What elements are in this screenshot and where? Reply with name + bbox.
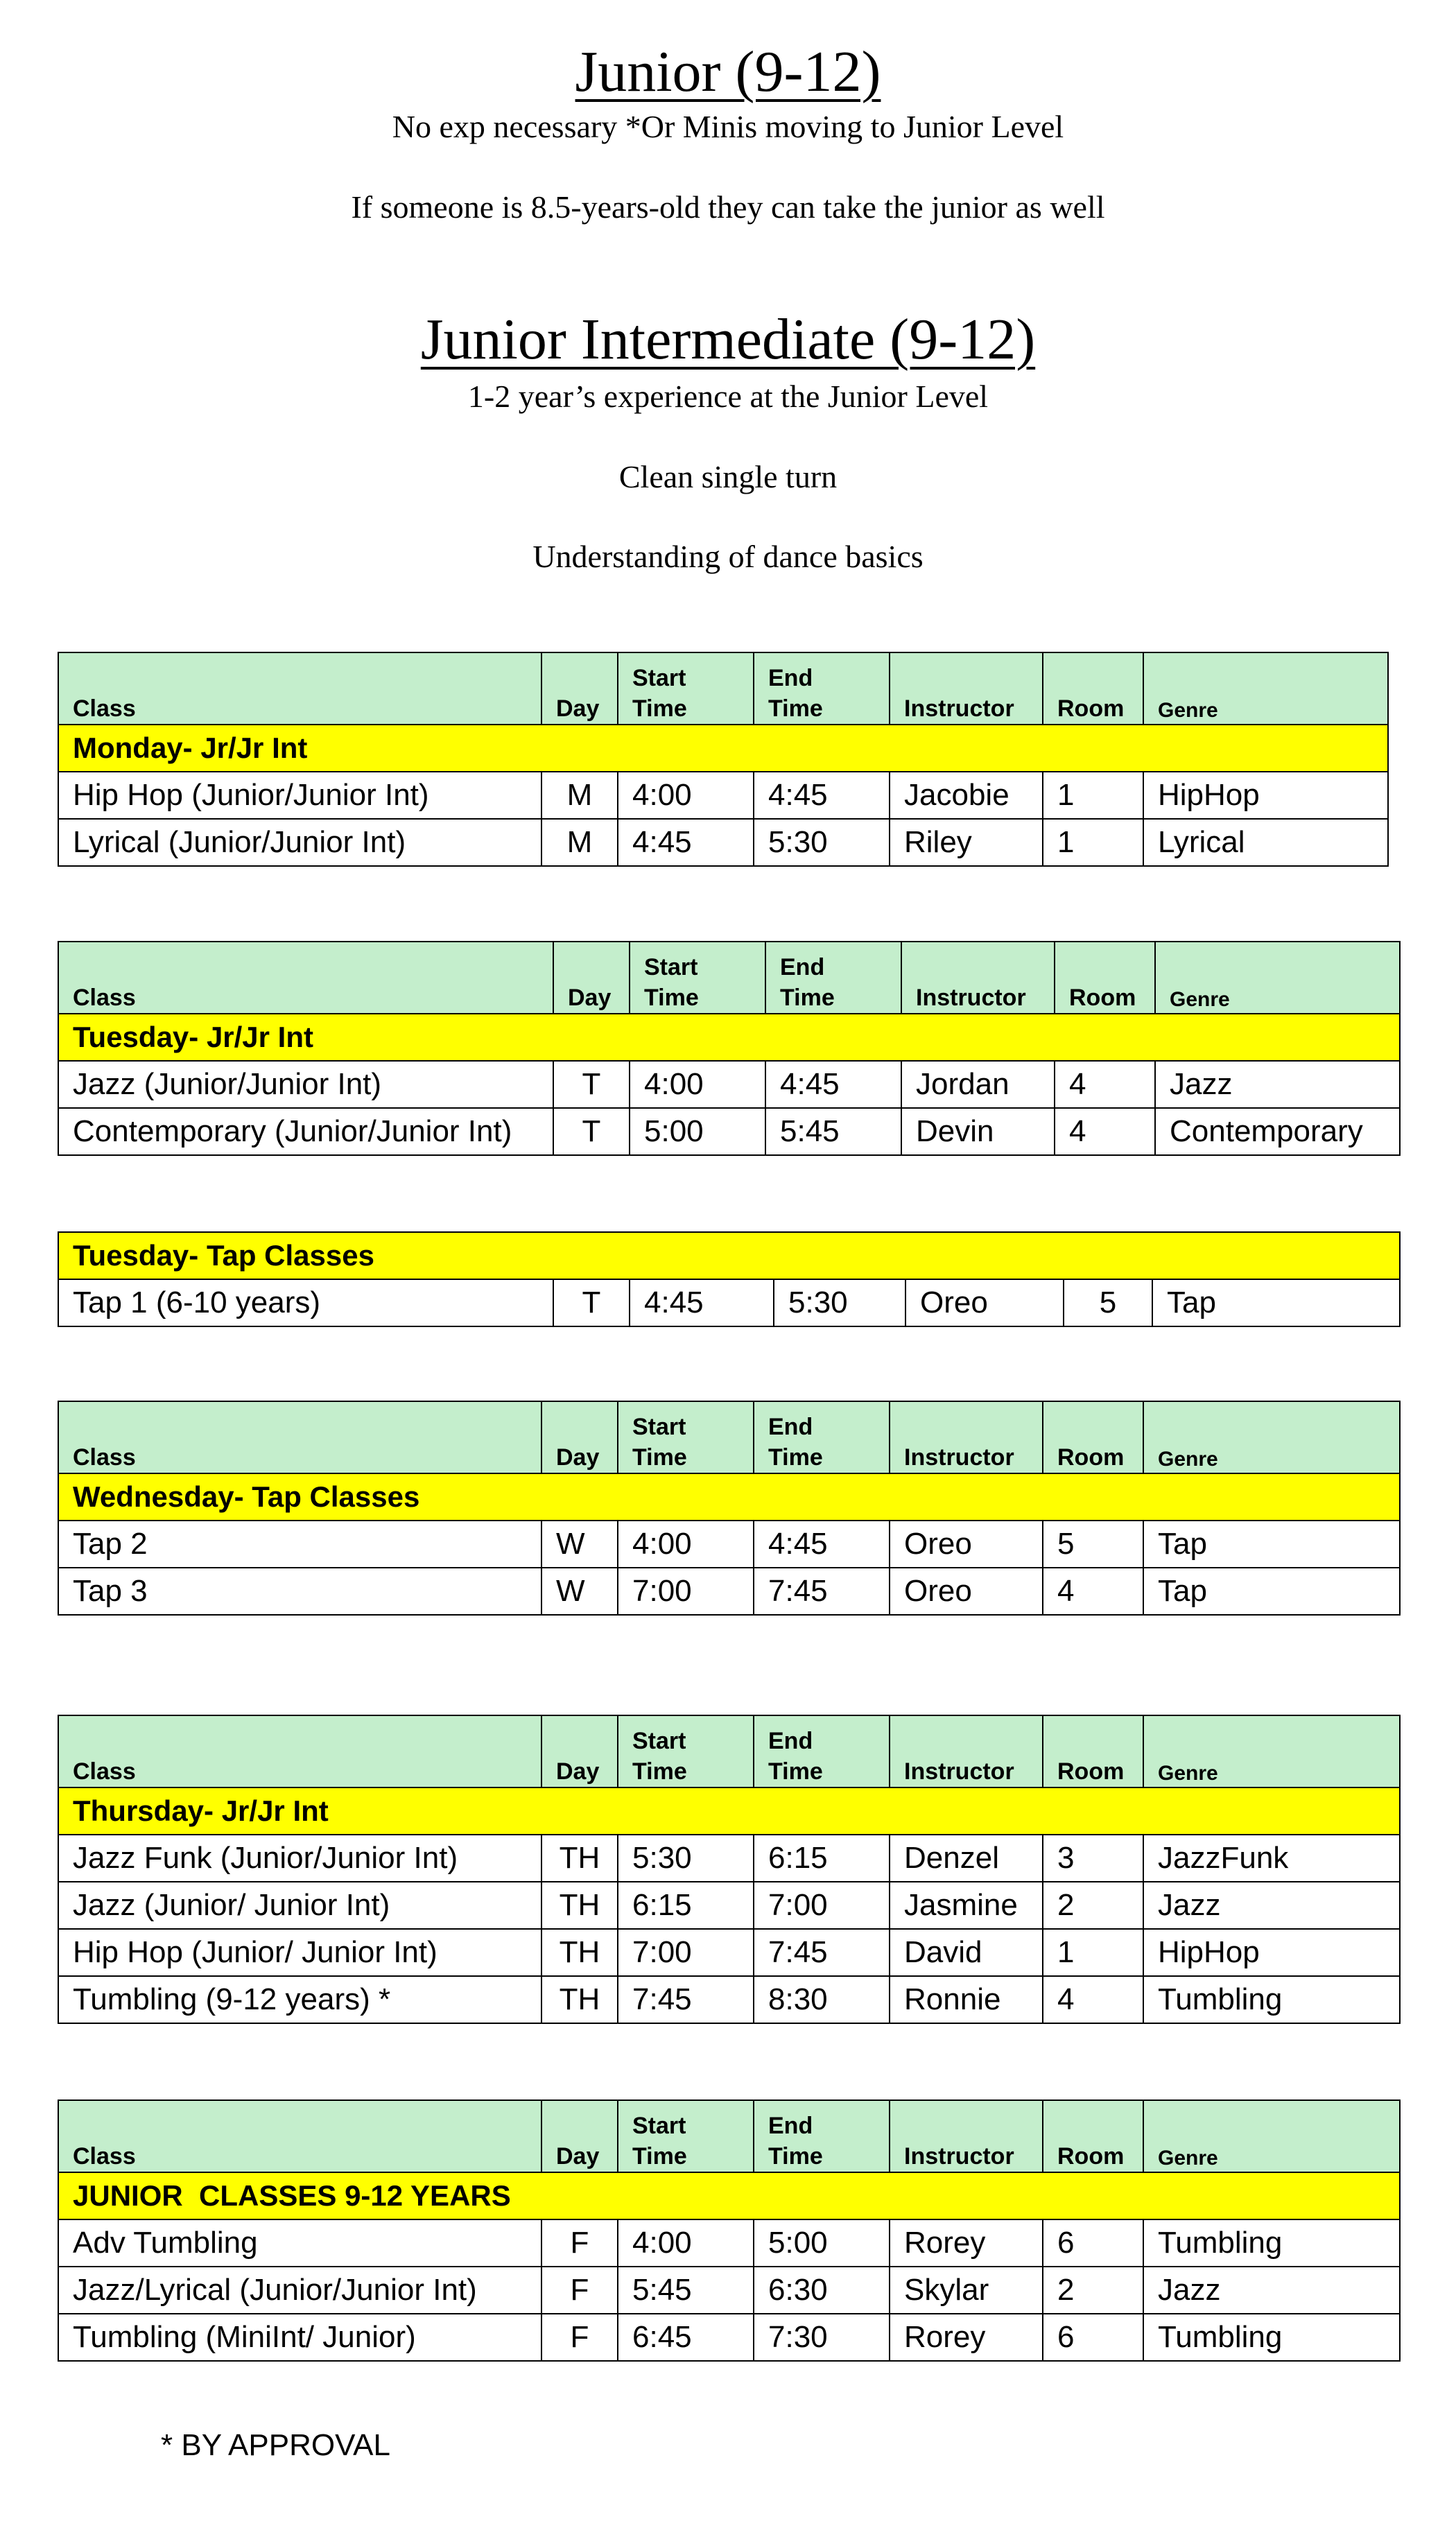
day-cell: F — [541, 2219, 618, 2267]
junior-title: Junior (9-12) — [575, 40, 881, 104]
table-row — [58, 1521, 1400, 1568]
genre-cell: Tumbling — [1143, 2219, 1400, 2267]
start-time-cell: 7:45 — [618, 1976, 754, 2023]
table-row — [58, 772, 1388, 819]
col-header-genre: Genre — [1143, 2100, 1400, 2172]
instructor-cell: Jordan — [901, 1061, 1055, 1108]
start-time-cell: 4:00 — [618, 1521, 754, 1568]
col-header-genre: Genre — [1143, 1715, 1400, 1787]
start-time-cell: 4:45 — [630, 1279, 774, 1326]
class-cell: Adv Tumbling — [58, 2219, 541, 2267]
instructor-cell: Denzel — [890, 1835, 1043, 1882]
genre-cell: HipHop — [1143, 772, 1388, 819]
class-cell: Jazz/Lyrical (Junior/Junior Int) — [58, 2267, 541, 2314]
junior-intermediate-title: Junior Intermediate (9-12) — [420, 307, 1036, 372]
table-row — [58, 1929, 1400, 1976]
col-header-class: Class — [58, 2100, 541, 2172]
instructor-cell: Skylar — [890, 2267, 1043, 2314]
room-cell: 4 — [1043, 1568, 1143, 1615]
col-header-end-time: End Time — [754, 1715, 890, 1787]
class-cell: Jazz (Junior/ Junior Int) — [58, 1882, 541, 1929]
genre-cell: Tumbling — [1143, 1976, 1400, 2023]
class-cell: Tap 2 — [58, 1521, 541, 1568]
junior-classes-table — [58, 2100, 1401, 2362]
start-time-cell: 7:00 — [618, 1568, 754, 1615]
room-cell: 6 — [1043, 2314, 1143, 2361]
day-cell: TH — [541, 1835, 618, 1882]
class-cell: Lyrical (Junior/Junior Int) — [58, 819, 541, 866]
instructor-cell: Rorey — [890, 2219, 1043, 2267]
end-time-cell: 4:45 — [765, 1061, 901, 1108]
instructor-cell: Oreo — [890, 1521, 1043, 1568]
instructor-cell: Jacobie — [890, 772, 1043, 819]
day-cell: M — [541, 772, 618, 819]
day-cell: TH — [541, 1929, 618, 1976]
col-header-genre: Genre — [1155, 942, 1400, 1014]
col-header-class: Class — [58, 652, 541, 725]
col-header-day: Day — [541, 1715, 618, 1787]
col-header-instructor: Instructor — [890, 652, 1043, 725]
day-cell: M — [541, 819, 618, 866]
day-cell: F — [541, 2267, 618, 2314]
class-cell: Jazz Funk (Junior/Junior Int) — [58, 1835, 541, 1882]
room-cell: 5 — [1043, 1521, 1143, 1568]
col-header-room: Room — [1043, 1401, 1143, 1473]
start-time-cell: 4:00 — [630, 1061, 765, 1108]
section-title: Wednesday- Tap Classes — [58, 1473, 1400, 1521]
day-cell: TH — [541, 1976, 618, 2023]
col-header-start-time: Start Time — [618, 1401, 754, 1473]
room-cell: 1 — [1043, 1929, 1143, 1976]
instructor-cell: Riley — [890, 819, 1043, 866]
col-header-start-time: Start Time — [618, 1715, 754, 1787]
end-time-cell: 4:45 — [754, 772, 890, 819]
start-time-cell: 5:45 — [618, 2267, 754, 2314]
instructor-cell: Ronnie — [890, 1976, 1043, 2023]
section-title: JUNIOR CLASSES 9-12 YEARS — [58, 2172, 1400, 2219]
col-header-end-time: End Time — [754, 652, 890, 725]
col-header-end-time: End Time — [754, 1401, 890, 1473]
col-header-room: Room — [1055, 942, 1155, 1014]
end-time-cell: 5:30 — [754, 819, 890, 866]
start-time-cell: 6:45 — [618, 2314, 754, 2361]
room-cell: 5 — [1064, 1279, 1152, 1326]
end-time-cell: 8:30 — [754, 1976, 890, 2023]
day-cell: F — [541, 2314, 618, 2361]
col-header-start-time: Start Time — [630, 942, 765, 1014]
class-cell: Jazz (Junior/Junior Int) — [58, 1061, 553, 1108]
genre-cell: Jazz — [1143, 2267, 1400, 2314]
col-header-day: Day — [541, 652, 618, 725]
monday-schedule-table — [58, 652, 1389, 867]
room-cell: 2 — [1043, 1882, 1143, 1929]
col-header-instructor: Instructor — [890, 1401, 1043, 1473]
start-time-cell: 6:15 — [618, 1882, 754, 1929]
col-header-class: Class — [58, 942, 553, 1014]
tuesday-tap-table — [58, 1231, 1401, 1327]
col-header-room: Room — [1043, 2100, 1143, 2172]
genre-cell: JazzFunk — [1143, 1835, 1400, 1882]
junior-requirement-1: No exp necessary *Or Minis moving to Junior Level — [392, 109, 1064, 144]
table-row — [58, 1568, 1400, 1615]
table-row — [58, 1108, 1400, 1155]
wednesday-schedule-table — [58, 1401, 1401, 1616]
section-title: Monday- Jr/Jr Int — [58, 725, 1388, 772]
col-header-start-time: Start Time — [618, 652, 754, 725]
room-cell: 1 — [1043, 819, 1143, 866]
class-cell: Tap 3 — [58, 1568, 541, 1615]
table-row — [58, 1882, 1400, 1929]
junior-int-requirement-3: Understanding of dance basics — [532, 539, 924, 574]
footnote: * BY APPROVAL — [161, 2428, 390, 2462]
start-time-cell: 5:30 — [618, 1835, 754, 1882]
col-header-genre: Genre — [1143, 1401, 1400, 1473]
instructor-cell: David — [890, 1929, 1043, 1976]
col-header-start-time: Start Time — [618, 2100, 754, 2172]
end-time-cell: 7:00 — [754, 1882, 890, 1929]
room-cell: 3 — [1043, 1835, 1143, 1882]
col-header-room: Room — [1043, 652, 1143, 725]
junior-int-requirement-2: Clean single turn — [618, 459, 838, 494]
day-cell: T — [553, 1061, 630, 1108]
end-time-cell: 7:45 — [754, 1929, 890, 1976]
genre-cell: Lyrical — [1143, 819, 1388, 866]
col-header-instructor: Instructor — [901, 942, 1055, 1014]
genre-cell: HipHop — [1143, 1929, 1400, 1976]
day-cell: W — [541, 1521, 618, 1568]
end-time-cell: 7:45 — [754, 1568, 890, 1615]
start-time-cell: 4:00 — [618, 772, 754, 819]
end-time-cell: 6:30 — [754, 2267, 890, 2314]
col-header-instructor: Instructor — [890, 2100, 1043, 2172]
col-header-day: Day — [541, 1401, 618, 1473]
genre-cell: Tumbling — [1143, 2314, 1400, 2361]
end-time-cell: 5:00 — [754, 2219, 890, 2267]
col-header-genre: Genre — [1143, 652, 1388, 725]
thursday-schedule-table — [58, 1715, 1401, 2024]
col-header-class: Class — [58, 1401, 541, 1473]
genre-cell: Jazz — [1155, 1061, 1400, 1108]
start-time-cell: 4:00 — [618, 2219, 754, 2267]
col-header-room: Room — [1043, 1715, 1143, 1787]
junior-requirement-2: If someone is 8.5-years-old they can take the junior as well — [351, 189, 1105, 225]
class-cell: Hip Hop (Junior/Junior Int) — [58, 772, 541, 819]
tuesday-schedule-table — [58, 941, 1401, 1156]
instructor-cell: Devin — [901, 1108, 1055, 1155]
class-cell: Contemporary (Junior/Junior Int) — [58, 1108, 553, 1155]
day-cell: W — [541, 1568, 618, 1615]
class-cell: Tumbling (9-12 years) * — [58, 1976, 541, 2023]
class-cell: Tap 1 (6-10 years) — [58, 1279, 553, 1326]
start-time-cell: 4:45 — [618, 819, 754, 866]
room-cell: 4 — [1043, 1976, 1143, 2023]
end-time-cell: 5:30 — [774, 1279, 905, 1326]
genre-cell: Tap — [1152, 1279, 1400, 1326]
genre-cell: Tap — [1143, 1521, 1400, 1568]
start-time-cell: 5:00 — [630, 1108, 765, 1155]
room-cell: 6 — [1043, 2219, 1143, 2267]
class-cell: Hip Hop (Junior/ Junior Int) — [58, 1929, 541, 1976]
col-header-end-time: End Time — [754, 2100, 890, 2172]
table-row — [58, 1976, 1400, 2023]
genre-cell: Jazz — [1143, 1882, 1400, 1929]
junior-int-requirement-1: 1-2 year’s experience at the Junior Level — [467, 379, 989, 414]
day-cell: TH — [541, 1882, 618, 1929]
start-time-cell: 7:00 — [618, 1929, 754, 1976]
class-cell: Tumbling (MiniInt/ Junior) — [58, 2314, 541, 2361]
col-header-end-time: End Time — [765, 942, 901, 1014]
room-cell: 2 — [1043, 2267, 1143, 2314]
section-title: Thursday- Jr/Jr Int — [58, 1787, 1400, 1835]
table-row — [58, 2219, 1400, 2267]
table-row — [58, 1061, 1400, 1108]
section-title: Tuesday- Tap Classes — [58, 1232, 1400, 1279]
table-row — [58, 2314, 1400, 2361]
instructor-cell: Rorey — [890, 2314, 1043, 2361]
table-row — [58, 1835, 1400, 1882]
table-row — [58, 819, 1388, 866]
col-header-day: Day — [541, 2100, 618, 2172]
instructor-cell: Oreo — [905, 1279, 1064, 1326]
col-header-instructor: Instructor — [890, 1715, 1043, 1787]
room-cell: 4 — [1055, 1061, 1155, 1108]
instructor-cell: Jasmine — [890, 1882, 1043, 1929]
end-time-cell: 7:30 — [754, 2314, 890, 2361]
room-cell: 4 — [1055, 1108, 1155, 1155]
col-header-day: Day — [553, 942, 630, 1014]
table-row — [58, 1279, 1400, 1326]
room-cell: 1 — [1043, 772, 1143, 819]
section-title: Tuesday- Jr/Jr Int — [58, 1014, 1400, 1061]
end-time-cell: 4:45 — [754, 1521, 890, 1568]
day-cell: T — [553, 1108, 630, 1155]
end-time-cell: 5:45 — [765, 1108, 901, 1155]
genre-cell: Tap — [1143, 1568, 1400, 1615]
genre-cell: Contemporary — [1155, 1108, 1400, 1155]
end-time-cell: 6:15 — [754, 1835, 890, 1882]
day-cell: T — [553, 1279, 630, 1326]
table-row — [58, 2267, 1400, 2314]
col-header-class: Class — [58, 1715, 541, 1787]
instructor-cell: Oreo — [890, 1568, 1043, 1615]
